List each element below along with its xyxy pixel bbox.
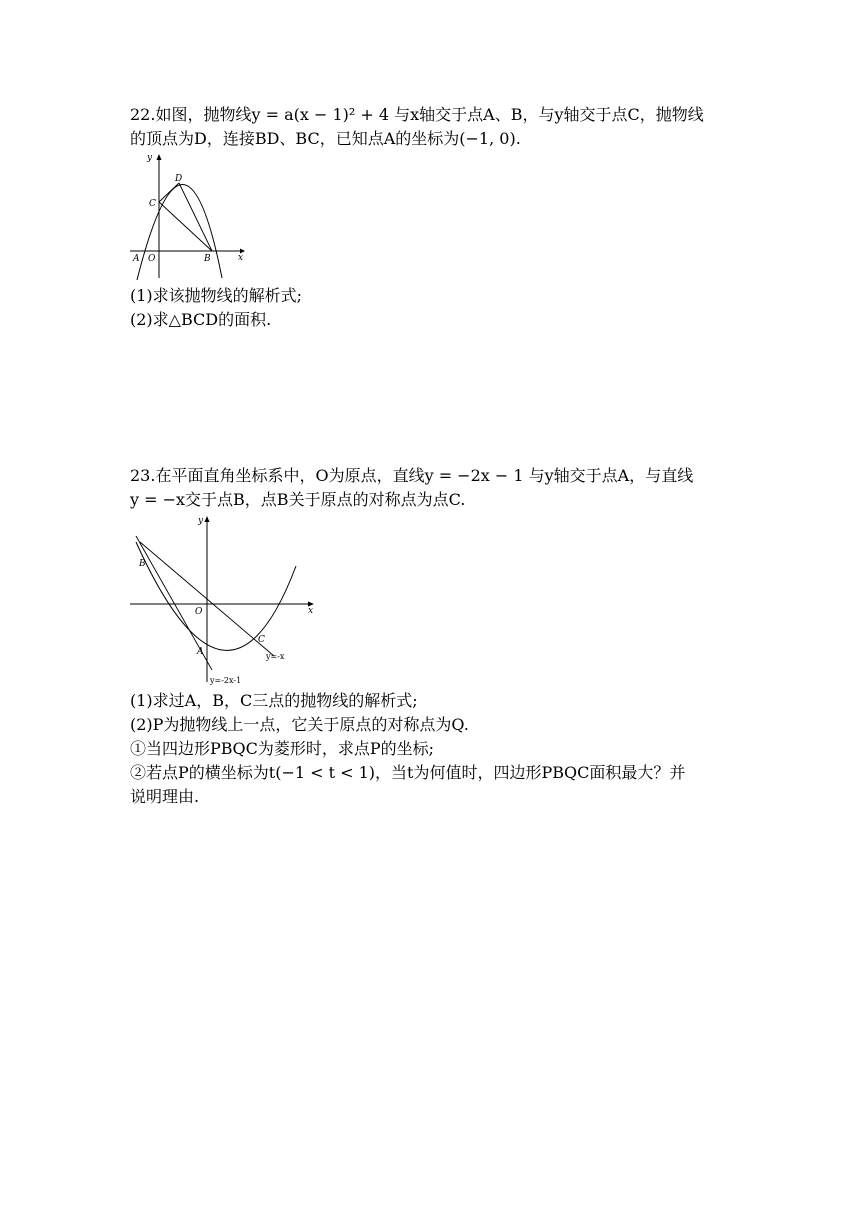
q22-label-d: D — [175, 174, 183, 184]
q23-part-2b-line-1: ②若点P的横坐标为t(−1 < t < 1)，当t为何值时，四边形PBQC面积最大？并 — [130, 763, 686, 782]
q22-label-a: A — [133, 254, 140, 264]
q23-part-2a: ①当四边形PBQC为菱形时，求点P的坐标; — [130, 739, 435, 758]
q22-line-2: 的顶点为D，连接BD、BC，已知点A的坐标为(−1, 0). — [130, 129, 521, 148]
q22-part-2: (2)求△BCD的面积. — [130, 310, 272, 329]
q22-label-y: y — [147, 153, 153, 163]
q23-figure — [128, 512, 328, 687]
q23-label-y: y — [198, 516, 204, 526]
q23-label-b: B — [139, 559, 146, 569]
q23-label-x: x — [308, 606, 314, 616]
q22-line-1: 22.如图，抛物线y = a(x − 1)² + 4 与x轴交于点A、B，与y轴交于点C，抛物线 — [130, 105, 704, 124]
q22-label-o: O — [148, 254, 156, 264]
q23-y-arrow — [205, 516, 210, 522]
q23-part-2: (2)P为抛物线上一点，它关于原点的对称点为Q. — [130, 715, 469, 734]
q23-part-1: (1)求过A，B，C三点的抛物线的解析式; — [130, 691, 418, 710]
q22-y-arrow — [157, 154, 162, 160]
q22-label-b: B — [204, 254, 211, 264]
q22-segment-bc — [159, 202, 212, 251]
q22-label-c: C — [149, 199, 156, 209]
q23-line-1: 23.在平面直角坐标系中，O为原点，直线y = −2x − 1 与y轴交于点A，与直线 — [130, 466, 694, 485]
q23-parabola — [136, 542, 296, 650]
q22-segment-cd — [159, 183, 179, 202]
q23-label-o: O — [195, 607, 203, 617]
q23-label-a: A — [197, 647, 204, 657]
q22-figure — [125, 150, 255, 280]
q22-label-x: x — [238, 253, 244, 263]
q23-label-c: C — [258, 635, 265, 645]
q22-part-1: (1)求该抛物线的解析式; — [130, 286, 303, 305]
q23-line-2: y = −x交于点B，点B关于原点的对称点为点C. — [130, 490, 466, 509]
q23-label-line-2: y=-2x-1 — [210, 676, 242, 685]
q23-label-line-1: y=-x — [266, 652, 285, 661]
q23-part-2b-line-2: 说明理由. — [130, 787, 200, 806]
